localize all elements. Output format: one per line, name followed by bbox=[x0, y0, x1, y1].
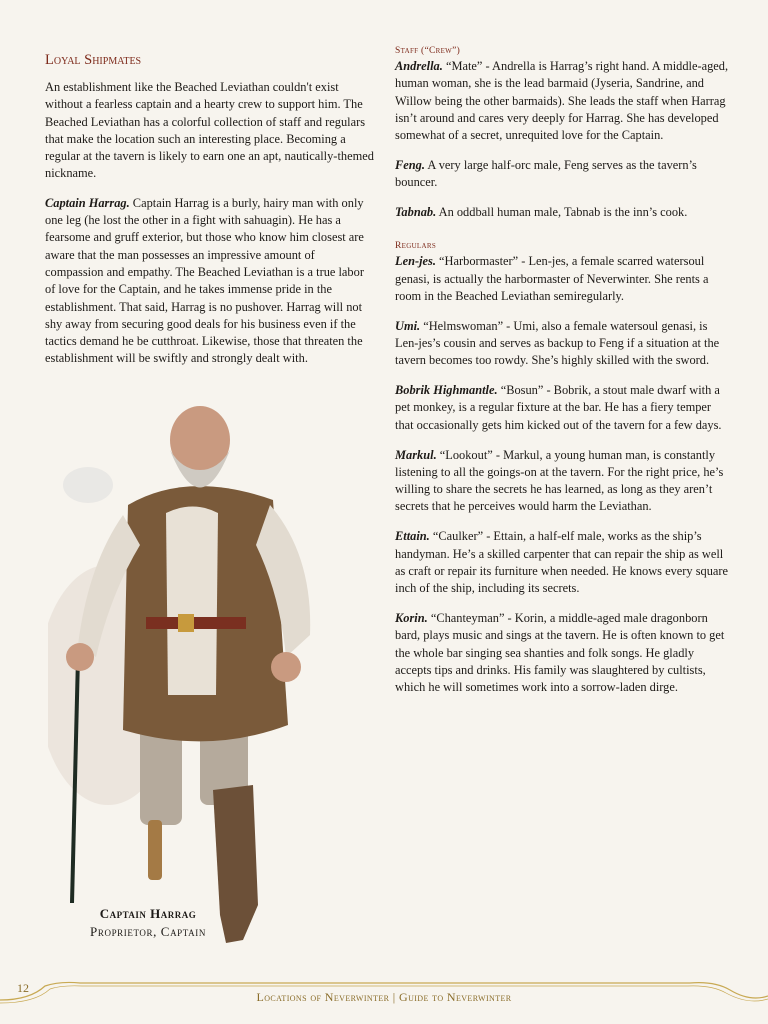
entry-name: Andrella. bbox=[395, 59, 443, 73]
footer-title: Locations of Neverwinter | Guide to Neverwinter bbox=[256, 990, 512, 1004]
intro-paragraph: An establishment like the Beached Leviathan couldn't exist without a fearless captain and a hearty crew to support him. The Beached Leviathan has a colorful collection of staff and regulars that make the location such an interesting place. Becoming a regular at the tavern is likely to earn one an apt, nautically-themed nickname. bbox=[45, 80, 374, 181]
entry-name: Korin. bbox=[395, 610, 428, 625]
captain-name: Captain Harrag. bbox=[45, 195, 130, 210]
entry-name: Feng. bbox=[395, 157, 425, 172]
captain-text: Captain Harrag is a burly, hairy man with only one leg (he lost the other in a fight with sahuagin). He has a fearsome and gruff exterior, but those who know him closest are aware that the man possesses an impressive amount of compassion and empathy. The Beached Leviathan is a true labor of love for the Captain, and he takes immense pride in the establishment. That said, Harrag is no pushover. Harrag will not shy away from securing good deals for his business even if the tactics demand he be cutthroat. Likewise, those that threaten the establishment will be swiftly and strongly dealt with. bbox=[45, 195, 364, 366]
staff-entry bbox=[395, 204, 730, 221]
entry-text: An oddball human male, Tabnab is the inn’s cook. bbox=[436, 205, 688, 220]
regular-entry bbox=[395, 447, 730, 516]
staff-entry bbox=[395, 157, 730, 192]
page-number: 12 bbox=[17, 981, 29, 995]
regulars-heading: Regulars bbox=[395, 241, 437, 252]
entry-name: Tabnab. bbox=[395, 205, 437, 220]
section-heading: Loyal Shipmates bbox=[45, 52, 142, 68]
entry-text: “Helmswoman” - Umi, also a female watersoul genasi, is Len-jes’s cousin and serves as backup to Feng if a situation at the tavern becomes too rowdy. She’s highly skilled with the sword. bbox=[395, 318, 720, 368]
entry-name: Umi. bbox=[395, 318, 421, 333]
entry-text: “Bosun” - Bobrik, a stout male dwarf with a pet monkey, is a regular fixture at the bar. He has a fiery temper that occasionally gets him kicked out of the tavern for a few days. bbox=[395, 383, 722, 432]
right-column bbox=[395, 46, 730, 709]
entry-text: “Chanteyman” - Korin, a middle-aged male dragonborn bard, plays music and sings at the tavern. He is often known to get the whole bar singing sea shanties and folk songs. He gladly accepts tips and drinks. His family was slaughtered by cultists, which he will sometimes work into a sorrow-laden dirge. bbox=[395, 610, 725, 695]
figure-caption bbox=[68, 906, 228, 940]
entry-name: Markul. bbox=[395, 447, 437, 462]
regular-entry bbox=[395, 528, 730, 597]
entry-name: Len-jes. bbox=[395, 254, 436, 269]
entry-text: “Mate” - Andrella is Harrag’s right hand. A middle-aged, human woman, she is the lead barmaid (Jyseria, Sandrine, and Willow being the other barmaids). She leads the staff when Harrag isn’t around and cares very deeply for Harrag. She has developed somewhat of a secret, unrequited love for the Captain. bbox=[395, 59, 729, 143]
entry-text: A very large half-orc male, Feng serves as the tavern’s bouncer. bbox=[395, 157, 697, 190]
entry-name: Bobrik Highmantle. bbox=[395, 383, 498, 398]
caption-name: Captain Harrag bbox=[99, 906, 197, 921]
regular-entry bbox=[395, 253, 730, 305]
staff-heading: Staff (“Crew”) bbox=[395, 46, 461, 56]
entry-text: “Harbormaster” - Len-jes, a female scarred watersoul genasi, is actually the harbormaster of Neverwinter. She rents a room in the Beached Leviathan semiregularly. bbox=[395, 254, 709, 303]
left-column bbox=[45, 52, 375, 368]
captain-paragraph bbox=[45, 195, 375, 368]
regular-entry bbox=[395, 382, 730, 434]
entry-text: “Caulker” - Ettain, a half-elf male, works as the ship’s handyman. He’s a skilled carpenter that can repair the ship as well as craft or repair its furniture when needed. He knows every square inch of the ship, including its secrets. bbox=[395, 529, 729, 596]
regular-entry bbox=[395, 318, 730, 370]
captain-harrag-illustration bbox=[48, 395, 320, 955]
regular-entry bbox=[395, 610, 730, 696]
staff-entry bbox=[395, 58, 730, 144]
entry-name: Ettain. bbox=[395, 529, 430, 544]
caption-role: Proprietor, Captain bbox=[90, 924, 206, 939]
entry-text: “Lookout” - Markul, a young human man, is constantly listening to all the goings-on at the tavern. For the right price, he’s willing to share the secrets he has learned, as long as they aren’t secrets that he perceives would harm the Leviathan. bbox=[395, 447, 724, 514]
